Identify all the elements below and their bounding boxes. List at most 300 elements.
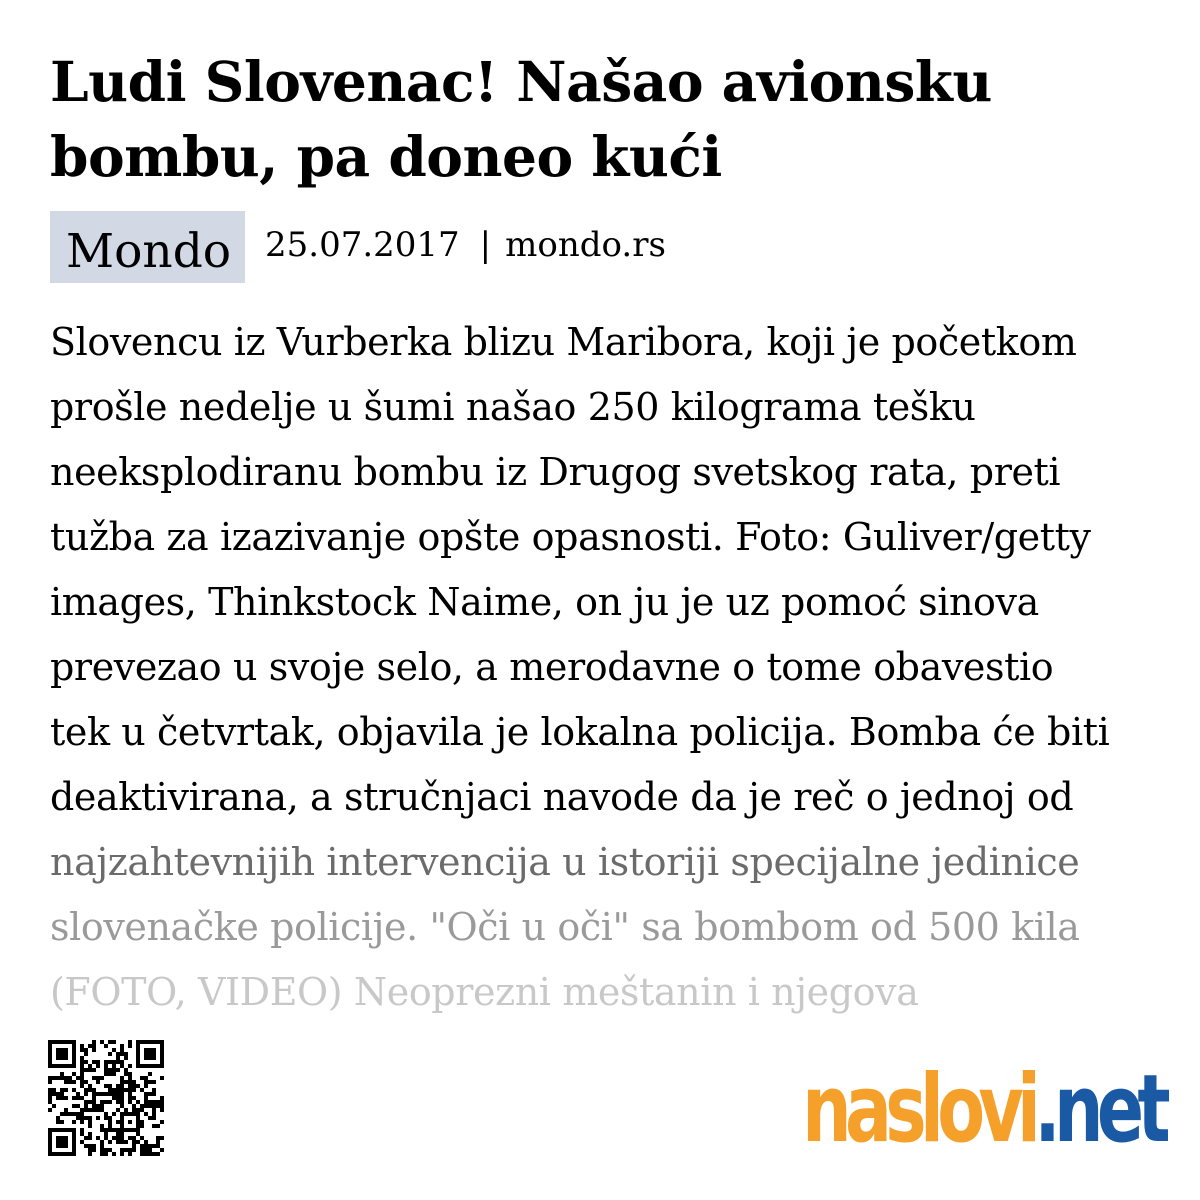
qr-module: [148, 1064, 152, 1068]
qr-module: [124, 1072, 128, 1076]
qr-module: [80, 1060, 84, 1064]
qr-module: [96, 1064, 100, 1068]
qr-module: [132, 1084, 136, 1088]
qr-module: [84, 1092, 88, 1096]
qr-module: [160, 1136, 164, 1140]
qr-module: [92, 1104, 96, 1108]
qr-module: [84, 1048, 88, 1052]
qr-module: [124, 1080, 128, 1084]
qr-module: [92, 1100, 96, 1104]
qr-module: [84, 1052, 88, 1056]
qr-module: [116, 1096, 120, 1100]
qr-module: [156, 1100, 160, 1104]
qr-module: [124, 1088, 128, 1092]
qr-module: [80, 1112, 84, 1116]
qr-module: [88, 1120, 92, 1124]
qr-module: [64, 1128, 68, 1132]
qr-module: [60, 1040, 64, 1044]
qr-module: [88, 1124, 92, 1128]
qr-module: [92, 1088, 96, 1092]
qr-module: [116, 1052, 120, 1056]
qr-module: [52, 1128, 56, 1132]
qr-module: [152, 1152, 156, 1156]
qr-module: [132, 1096, 136, 1100]
qr-module: [72, 1088, 76, 1092]
qr-module: [120, 1124, 124, 1128]
naslovi-net-logo[interactable]: [802, 1055, 1164, 1164]
qr-module: [80, 1084, 84, 1088]
qr-module: [148, 1040, 152, 1044]
qr-module: [152, 1144, 156, 1148]
qr-module: [136, 1132, 140, 1136]
qr-module: [52, 1092, 56, 1096]
qr-module: [140, 1108, 144, 1112]
qr-module: [64, 1048, 68, 1052]
qr-module: [72, 1140, 76, 1144]
qr-module: [92, 1040, 96, 1044]
qr-module: [152, 1048, 156, 1052]
qr-module: [112, 1060, 116, 1064]
qr-module: [96, 1080, 100, 1084]
qr-module: [48, 1044, 52, 1048]
qr-module: [136, 1044, 140, 1048]
qr-module: [136, 1112, 140, 1116]
qr-module: [156, 1144, 160, 1148]
qr-module: [120, 1048, 124, 1052]
qr-module: [152, 1088, 156, 1092]
qr-module: [144, 1112, 148, 1116]
qr-module: [160, 1052, 164, 1056]
qr-module: [144, 1080, 148, 1084]
qr-module: [108, 1140, 112, 1144]
qr-module: [96, 1076, 100, 1080]
qr-module: [120, 1132, 124, 1136]
qr-module: [60, 1052, 64, 1056]
qr-module: [100, 1076, 104, 1080]
qr-module: [156, 1136, 160, 1140]
qr-module: [48, 1064, 52, 1068]
qr-module: [72, 1072, 76, 1076]
qr-module: [104, 1100, 108, 1104]
qr-module: [140, 1148, 144, 1152]
qr-module: [120, 1060, 124, 1064]
qr-module: [88, 1116, 92, 1120]
qr-module: [116, 1068, 120, 1072]
qr-module: [64, 1080, 68, 1084]
qr-module: [76, 1104, 80, 1108]
qr-module: [48, 1100, 52, 1104]
qr-module: [112, 1068, 116, 1072]
qr-module: [160, 1148, 164, 1152]
qr-module: [132, 1136, 136, 1140]
qr-module: [108, 1072, 112, 1076]
qr-module: [104, 1128, 108, 1132]
qr-module: [148, 1144, 152, 1148]
source-domain[interactable]: mondo.rs: [505, 225, 666, 265]
qr-module: [96, 1104, 100, 1108]
qr-module: [120, 1088, 124, 1092]
qr-module: [132, 1112, 136, 1116]
qr-module: [112, 1040, 116, 1044]
qr-module: [48, 1140, 52, 1144]
qr-module: [116, 1060, 120, 1064]
qr-module: [88, 1068, 92, 1072]
qr-module: [80, 1056, 84, 1060]
qr-module: [144, 1144, 148, 1148]
qr-module: [56, 1140, 60, 1144]
qr-module: [152, 1064, 156, 1068]
qr-module: [144, 1092, 148, 1096]
qr-module: [80, 1128, 84, 1132]
qr-module: [124, 1108, 128, 1112]
qr-module: [48, 1052, 52, 1056]
qr-module: [96, 1092, 100, 1096]
qr-module: [64, 1140, 68, 1144]
qr-module: [92, 1148, 96, 1152]
qr-module: [88, 1152, 92, 1156]
qr-module: [56, 1116, 60, 1120]
qr-module: [136, 1052, 140, 1056]
qr-module: [136, 1064, 140, 1068]
qr-module: [152, 1092, 156, 1096]
qr-module: [136, 1056, 140, 1060]
qr-module: [120, 1140, 124, 1144]
qr-module: [124, 1128, 128, 1132]
qr-module: [152, 1080, 156, 1084]
qr-module: [80, 1048, 84, 1052]
qr-module: [108, 1100, 112, 1104]
qr-module: [148, 1100, 152, 1104]
qr-module: [100, 1148, 104, 1152]
qr-module: [100, 1040, 104, 1044]
qr-module: [68, 1112, 72, 1116]
qr-module: [140, 1104, 144, 1108]
qr-module: [160, 1056, 164, 1060]
qr-module: [68, 1064, 72, 1068]
qr-module: [108, 1092, 112, 1096]
qr-module: [120, 1136, 124, 1140]
qr-module: [64, 1076, 68, 1080]
qr-module: [100, 1144, 104, 1148]
qr-module: [136, 1120, 140, 1124]
qr-module: [148, 1052, 152, 1056]
qr-module: [84, 1136, 88, 1140]
qr-module: [92, 1144, 96, 1148]
qr-module: [148, 1116, 152, 1120]
qr-module: [72, 1148, 76, 1152]
qr-module: [120, 1100, 124, 1104]
qr-module: [96, 1116, 100, 1120]
qr-module: [152, 1104, 156, 1108]
body-line: deaktivirana, a stručnjaci navode da je reč o jednoj od: [50, 775, 1074, 819]
qr-module: [116, 1132, 120, 1136]
qr-module: [108, 1052, 112, 1056]
qr-module: [140, 1144, 144, 1148]
qr-module: [128, 1064, 132, 1068]
qr-module: [124, 1052, 128, 1056]
qr-module: [144, 1100, 148, 1104]
qr-module: [60, 1092, 64, 1096]
qr-module: [76, 1116, 80, 1120]
qr-module: [88, 1088, 92, 1092]
body-line: neeksplodiranu bombu iz Drugog svetskog rata, preti: [50, 450, 1061, 494]
article-title: Ludi Slovenac! Našao avionsku bombu, pa doneo kući: [50, 49, 992, 189]
qr-module: [60, 1136, 64, 1140]
qr-module: [72, 1112, 76, 1116]
qr-module: [108, 1088, 112, 1092]
qr-module: [56, 1040, 60, 1044]
qr-module: [132, 1108, 136, 1112]
qr-module: [140, 1136, 144, 1140]
qr-module: [88, 1136, 92, 1140]
qr-module: [104, 1132, 108, 1136]
qr-module: [92, 1076, 96, 1080]
qr-module: [132, 1140, 136, 1144]
qr-module: [64, 1040, 68, 1044]
qr-module: [56, 1048, 60, 1052]
qr-module: [60, 1144, 64, 1148]
article-meta: [50, 211, 666, 283]
qr-module: [84, 1100, 88, 1104]
source-badge[interactable]: Mondo: [50, 211, 245, 283]
qr-module: [156, 1152, 160, 1156]
qr-module: [72, 1080, 76, 1084]
qr-module: [64, 1064, 68, 1068]
qr-module: [128, 1084, 132, 1088]
body-line: Slovencu iz Vurberka blizu Maribora, koji je početkom: [50, 320, 1077, 364]
qr-module: [88, 1148, 92, 1152]
qr-module: [96, 1136, 100, 1140]
qr-module: [120, 1120, 124, 1124]
qr-module: [128, 1148, 132, 1152]
qr-module: [60, 1096, 64, 1100]
qr-module: [144, 1140, 148, 1144]
qr-module: [144, 1056, 148, 1060]
qr-module: [116, 1128, 120, 1132]
qr-module: [92, 1108, 96, 1112]
qr-module: [92, 1044, 96, 1048]
qr-module: [104, 1068, 108, 1072]
qr-module: [64, 1096, 68, 1100]
qr-module: [68, 1076, 72, 1080]
qr-module: [72, 1104, 76, 1108]
qr-module: [144, 1052, 148, 1056]
meta-info: [265, 225, 666, 265]
qr-module: [60, 1120, 64, 1124]
qr-module: [132, 1148, 136, 1152]
qr-module: [112, 1136, 116, 1140]
qr-module: [108, 1120, 112, 1124]
qr-module: [112, 1096, 116, 1100]
qr-module: [72, 1144, 76, 1148]
body-line: tek u četvrtak, objavila je lokalna policija. Bomba će biti: [50, 710, 1110, 754]
qr-module: [120, 1084, 124, 1088]
qr-module: [60, 1140, 64, 1144]
qr-code-icon[interactable]: [48, 1040, 164, 1156]
qr-module: [48, 1088, 52, 1092]
qr-module: [140, 1152, 144, 1156]
body-line: images, Thinkstock Naime, on ju je uz pomoć sinova: [50, 580, 1039, 624]
qr-module: [120, 1080, 124, 1084]
qr-module: [128, 1096, 132, 1100]
qr-module: [140, 1120, 144, 1124]
qr-module: [52, 1152, 56, 1156]
qr-module: [64, 1108, 68, 1112]
qr-module: [76, 1092, 80, 1096]
qr-module: [148, 1072, 152, 1076]
qr-module: [72, 1052, 76, 1056]
qr-module: [48, 1076, 52, 1080]
qr-module: [72, 1060, 76, 1064]
qr-module: [52, 1064, 56, 1068]
qr-module: [120, 1112, 124, 1116]
qr-module: [136, 1128, 140, 1132]
qr-module: [160, 1096, 164, 1100]
qr-module: [144, 1096, 148, 1100]
qr-module: [64, 1056, 68, 1060]
qr-module: [72, 1120, 76, 1124]
qr-module: [156, 1104, 160, 1108]
qr-module: [52, 1040, 56, 1044]
qr-module: [72, 1128, 76, 1132]
qr-module: [144, 1104, 148, 1108]
qr-module: [160, 1100, 164, 1104]
qr-module: [148, 1048, 152, 1052]
qr-module: [72, 1152, 76, 1156]
qr-module: [76, 1076, 80, 1080]
qr-module: [132, 1128, 136, 1132]
qr-module: [48, 1152, 52, 1156]
qr-module: [88, 1100, 92, 1104]
qr-module: [84, 1104, 88, 1108]
qr-module: [128, 1120, 132, 1124]
qr-module: [128, 1044, 132, 1048]
qr-module: [92, 1092, 96, 1096]
qr-module: [100, 1140, 104, 1144]
qr-module: [68, 1040, 72, 1044]
qr-module: [160, 1048, 164, 1052]
qr-module: [148, 1080, 152, 1084]
qr-module: [92, 1048, 96, 1052]
qr-module: [104, 1112, 108, 1116]
qr-module: [88, 1044, 92, 1048]
qr-module: [72, 1040, 76, 1044]
qr-module: [160, 1060, 164, 1064]
article-body: [50, 310, 1160, 1025]
qr-module: [104, 1044, 108, 1048]
qr-module: [140, 1088, 144, 1092]
qr-module: [104, 1072, 108, 1076]
qr-module: [56, 1120, 60, 1124]
qr-module: [148, 1104, 152, 1108]
qr-module: [104, 1064, 108, 1068]
qr-module: [80, 1132, 84, 1136]
qr-module: [108, 1084, 112, 1088]
qr-module: [128, 1100, 132, 1104]
qr-module: [160, 1108, 164, 1112]
qr-module: [48, 1096, 52, 1100]
qr-module: [128, 1088, 132, 1092]
qr-module: [120, 1152, 124, 1156]
qr-module: [132, 1088, 136, 1092]
qr-module: [48, 1144, 52, 1148]
qr-module: [152, 1056, 156, 1060]
qr-module: [84, 1088, 88, 1092]
qr-module: [80, 1068, 84, 1072]
qr-module: [100, 1092, 104, 1096]
qr-module: [48, 1108, 52, 1112]
qr-module: [116, 1140, 120, 1144]
qr-module: [120, 1148, 124, 1152]
qr-module: [56, 1056, 60, 1060]
qr-module: [56, 1096, 60, 1100]
qr-module: [136, 1040, 140, 1044]
qr-module: [112, 1112, 116, 1116]
meta-separator: |: [479, 225, 492, 265]
qr-module: [148, 1092, 152, 1096]
qr-module: [80, 1044, 84, 1048]
qr-module: [120, 1092, 124, 1096]
qr-module: [84, 1068, 88, 1072]
qr-module: [100, 1124, 104, 1128]
body-line: tužba za izazivanje opšte opasnosti. Foto: Guliver/getty: [50, 515, 1091, 559]
qr-module: [128, 1076, 132, 1080]
qr-module: [112, 1064, 116, 1068]
qr-module: [116, 1136, 120, 1140]
qr-module: [136, 1100, 140, 1104]
qr-module: [80, 1116, 84, 1120]
qr-module: [72, 1132, 76, 1136]
qr-module: [80, 1120, 84, 1124]
qr-module: [48, 1148, 52, 1152]
qr-module: [88, 1144, 92, 1148]
qr-module: [80, 1080, 84, 1084]
qr-module: [100, 1100, 104, 1104]
qr-module: [128, 1072, 132, 1076]
qr-module: [124, 1140, 128, 1144]
qr-module: [124, 1148, 128, 1152]
qr-module: [112, 1128, 116, 1132]
qr-module: [76, 1096, 80, 1100]
qr-module: [108, 1116, 112, 1120]
qr-module: [152, 1100, 156, 1104]
qr-module: [56, 1128, 60, 1132]
qr-module: [144, 1152, 148, 1156]
qr-module: [84, 1060, 88, 1064]
qr-module: [120, 1052, 124, 1056]
qr-module: [104, 1116, 108, 1120]
qr-module: [140, 1124, 144, 1128]
qr-module: [120, 1064, 124, 1068]
qr-module: [56, 1152, 60, 1156]
qr-module: [72, 1136, 76, 1140]
qr-module: [128, 1080, 132, 1084]
qr-module: [48, 1136, 52, 1140]
qr-module: [116, 1084, 120, 1088]
qr-module: [136, 1124, 140, 1128]
qr-module: [148, 1152, 152, 1156]
qr-module: [108, 1068, 112, 1072]
qr-module: [136, 1048, 140, 1052]
qr-module: [48, 1080, 52, 1084]
qr-module: [152, 1052, 156, 1056]
qr-module: [72, 1056, 76, 1060]
qr-module: [80, 1076, 84, 1080]
qr-module: [120, 1044, 124, 1048]
qr-module: [144, 1076, 148, 1080]
qr-module: [144, 1040, 148, 1044]
qr-module: [72, 1096, 76, 1100]
